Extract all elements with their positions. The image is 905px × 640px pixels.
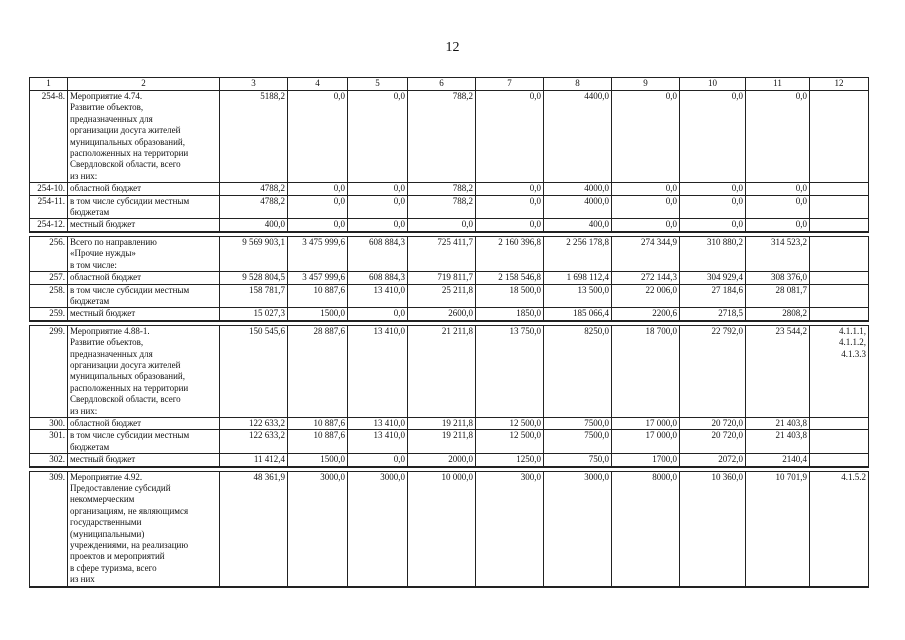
value-cell: 21 403,8	[746, 417, 810, 429]
goal-cell	[810, 272, 869, 284]
goal-cell	[810, 284, 869, 308]
value-cell: 2 160 396,8	[476, 236, 544, 271]
row-name: Мероприятие 4.74. Развитие объектов, предназначенных для организации досуга жителей муниципальных образований, расположенных на территории Свердловской области, всего из них:	[68, 91, 220, 183]
value-cell: 9 569 903,1	[220, 236, 288, 271]
row-name: в том числе субсидии местным бюджетам	[68, 430, 220, 454]
table-row	[30, 417, 869, 429]
value-cell: 22 792,0	[680, 325, 746, 417]
row-name: Мероприятие 4.88-1. Развитие объектов, предназначенных для организации досуга жителей муниципальных образований, расположенных на территории Свердловской области, всего из них:	[68, 325, 220, 417]
value-cell: 0,0	[348, 195, 408, 219]
value-cell: 2000,0	[408, 454, 476, 467]
value-cell: 0,0	[612, 183, 680, 195]
value-cell: 0,0	[680, 219, 746, 232]
row-number: 254-11.	[30, 195, 68, 219]
value-cell: 0,0	[680, 91, 746, 183]
value-cell: 13 410,0	[348, 325, 408, 417]
value-cell: 4000,0	[544, 183, 612, 195]
value-cell: 25 211,8	[408, 284, 476, 308]
column-header: 11	[746, 78, 810, 91]
value-cell: 0,0	[746, 91, 810, 183]
value-cell: 0,0	[348, 454, 408, 467]
value-cell: 314 523,2	[746, 236, 810, 271]
value-cell: 788,2	[408, 183, 476, 195]
value-cell: 122 633,2	[220, 417, 288, 429]
value-cell: 272 144,3	[612, 272, 680, 284]
row-number: 309.	[30, 471, 68, 587]
table-row	[30, 91, 869, 183]
value-cell: 1850,0	[476, 308, 544, 321]
value-cell: 0,0	[746, 219, 810, 232]
table-row	[30, 272, 869, 284]
table-row	[30, 471, 869, 587]
goal-cell	[810, 417, 869, 429]
value-cell: 10 887,6	[288, 417, 348, 429]
goal-cell	[810, 454, 869, 467]
value-cell: 750,0	[544, 454, 612, 467]
value-cell: 7500,0	[544, 430, 612, 454]
value-cell: 300,0	[476, 471, 544, 587]
budget-table	[29, 77, 869, 588]
table-row	[30, 236, 869, 271]
value-cell: 28 081,7	[746, 284, 810, 308]
value-cell: 8000,0	[612, 471, 680, 587]
value-cell: 0,0	[288, 91, 348, 183]
value-cell: 725 411,7	[408, 236, 476, 271]
value-cell: 0,0	[288, 183, 348, 195]
value-cell: 2072,0	[680, 454, 746, 467]
value-cell: 21 211,8	[408, 325, 476, 417]
value-cell: 13 410,0	[348, 284, 408, 308]
value-cell: 0,0	[680, 195, 746, 219]
row-name: областной бюджет	[68, 272, 220, 284]
value-cell: 10 887,6	[288, 284, 348, 308]
value-cell: 5188,2	[220, 91, 288, 183]
value-cell: 2 256 178,8	[544, 236, 612, 271]
value-cell: 15 027,3	[220, 308, 288, 321]
row-name: в том числе субсидии местным бюджетам	[68, 195, 220, 219]
value-cell: 0,0	[680, 183, 746, 195]
value-cell: 3000,0	[288, 471, 348, 587]
value-cell: 9 528 804,5	[220, 272, 288, 284]
value-cell: 18 500,0	[476, 284, 544, 308]
value-cell: 4788,2	[220, 195, 288, 219]
value-cell: 20 720,0	[680, 430, 746, 454]
value-cell: 4788,2	[220, 183, 288, 195]
value-cell: 1500,0	[288, 454, 348, 467]
column-header: 5	[348, 78, 408, 91]
row-number: 257.	[30, 272, 68, 284]
value-cell: 308 376,0	[746, 272, 810, 284]
value-cell: 3 475 999,6	[288, 236, 348, 271]
value-cell: 13 410,0	[348, 417, 408, 429]
value-cell: 12 500,0	[476, 417, 544, 429]
goal-cell	[810, 183, 869, 195]
column-header: 3	[220, 78, 288, 91]
column-header: 9	[612, 78, 680, 91]
column-header: 10	[680, 78, 746, 91]
row-number: 254-10.	[30, 183, 68, 195]
table-row	[30, 195, 869, 219]
value-cell: 2200,6	[612, 308, 680, 321]
value-cell: 310 880,2	[680, 236, 746, 271]
value-cell: 3000,0	[544, 471, 612, 587]
value-cell: 2140,4	[746, 454, 810, 467]
goal-cell: 4.1.5.2	[810, 471, 869, 587]
column-header: 6	[408, 78, 476, 91]
value-cell: 719 811,7	[408, 272, 476, 284]
value-cell: 0,0	[348, 308, 408, 321]
column-header: 8	[544, 78, 612, 91]
value-cell: 4400,0	[544, 91, 612, 183]
header-row	[30, 78, 869, 91]
column-header: 4	[288, 78, 348, 91]
goal-cell	[810, 308, 869, 321]
value-cell: 185 066,4	[544, 308, 612, 321]
value-cell: 1500,0	[288, 308, 348, 321]
value-cell: 0,0	[612, 195, 680, 219]
value-cell: 150 545,6	[220, 325, 288, 417]
row-number: 299.	[30, 325, 68, 417]
value-cell: 0,0	[348, 91, 408, 183]
value-cell: 0,0	[746, 183, 810, 195]
value-cell: 10 701,9	[746, 471, 810, 587]
value-cell: 122 633,2	[220, 430, 288, 454]
value-cell: 3000,0	[348, 471, 408, 587]
column-header: 1	[30, 78, 68, 91]
row-number: 254-12.	[30, 219, 68, 232]
table-row	[30, 430, 869, 454]
table-row	[30, 183, 869, 195]
value-cell: 0,0	[348, 219, 408, 232]
value-cell: 788,2	[408, 195, 476, 219]
page-number: 12	[445, 40, 460, 55]
value-cell: 0,0	[612, 219, 680, 232]
value-cell: 11 412,4	[220, 454, 288, 467]
value-cell: 7500,0	[544, 417, 612, 429]
value-cell: 10 000,0	[408, 471, 476, 587]
value-cell: 0,0	[476, 183, 544, 195]
table-row	[30, 454, 869, 467]
value-cell: 0,0	[288, 219, 348, 232]
table-row	[30, 308, 869, 321]
value-cell: 12 500,0	[476, 430, 544, 454]
value-cell: 788,2	[408, 91, 476, 183]
value-cell: 274 344,9	[612, 236, 680, 271]
value-cell: 0,0	[476, 219, 544, 232]
row-name: областной бюджет	[68, 417, 220, 429]
value-cell: 304 929,4	[680, 272, 746, 284]
value-cell: 8250,0	[544, 325, 612, 417]
value-cell: 48 361,9	[220, 471, 288, 587]
table-row	[30, 219, 869, 232]
value-cell: 28 887,6	[288, 325, 348, 417]
row-name: областной бюджет	[68, 183, 220, 195]
goal-cell	[810, 195, 869, 219]
row-name: местный бюджет	[68, 219, 220, 232]
value-cell: 0,0	[408, 219, 476, 232]
row-number: 300.	[30, 417, 68, 429]
row-name: местный бюджет	[68, 454, 220, 467]
table-row	[30, 284, 869, 308]
value-cell: 0,0	[476, 195, 544, 219]
value-cell: 2600,0	[408, 308, 476, 321]
value-cell: 22 006,0	[612, 284, 680, 308]
value-cell: 20 720,0	[680, 417, 746, 429]
value-cell: 19 211,8	[408, 430, 476, 454]
value-cell: 18 700,0	[612, 325, 680, 417]
value-cell: 23 544,2	[746, 325, 810, 417]
row-number: 256.	[30, 236, 68, 271]
value-cell: 3 457 999,6	[288, 272, 348, 284]
value-cell: 13 750,0	[476, 325, 544, 417]
row-number: 302.	[30, 454, 68, 467]
row-number: 254-8.	[30, 91, 68, 183]
row-name: Мероприятие 4.92. Предоставление субсидий некоммерческим организациям, не являющимся государственными (муниципальными) учреждениями, на реализацию проектов и мероприятий в сфере туризма, всего из них	[68, 471, 220, 587]
goal-cell: 4.1.1.1, 4.1.1.2, 4.1.3.3	[810, 325, 869, 417]
value-cell: 1 698 112,4	[544, 272, 612, 284]
goal-cell	[810, 91, 869, 183]
value-cell: 1250,0	[476, 454, 544, 467]
row-number: 259.	[30, 308, 68, 321]
column-header: 12	[810, 78, 869, 91]
goal-cell	[810, 430, 869, 454]
value-cell: 0,0	[288, 195, 348, 219]
goal-cell	[810, 236, 869, 271]
value-cell: 608 884,3	[348, 236, 408, 271]
row-number: 258.	[30, 284, 68, 308]
value-cell: 10 360,0	[680, 471, 746, 587]
value-cell: 13 500,0	[544, 284, 612, 308]
value-cell: 0,0	[746, 195, 810, 219]
row-number: 301.	[30, 430, 68, 454]
column-header: 2	[68, 78, 220, 91]
value-cell: 4000,0	[544, 195, 612, 219]
goal-cell	[810, 219, 869, 232]
value-cell: 0,0	[476, 91, 544, 183]
value-cell: 400,0	[220, 219, 288, 232]
value-cell: 158 781,7	[220, 284, 288, 308]
row-name: в том числе субсидии местным бюджетам	[68, 284, 220, 308]
value-cell: 0,0	[612, 91, 680, 183]
row-name: местный бюджет	[68, 308, 220, 321]
column-header: 7	[476, 78, 544, 91]
row-name: Всего по направлению «Прочие нужды» в том числе:	[68, 236, 220, 271]
value-cell: 608 884,3	[348, 272, 408, 284]
value-cell: 27 184,6	[680, 284, 746, 308]
table-row	[30, 325, 869, 417]
value-cell: 2808,2	[746, 308, 810, 321]
value-cell: 19 211,8	[408, 417, 476, 429]
value-cell: 13 410,0	[348, 430, 408, 454]
value-cell: 2 158 546,8	[476, 272, 544, 284]
value-cell: 400,0	[544, 219, 612, 232]
value-cell: 2718,5	[680, 308, 746, 321]
value-cell: 0,0	[348, 183, 408, 195]
value-cell: 1700,0	[612, 454, 680, 467]
value-cell: 10 887,6	[288, 430, 348, 454]
value-cell: 17 000,0	[612, 417, 680, 429]
value-cell: 17 000,0	[612, 430, 680, 454]
value-cell: 21 403,8	[746, 430, 810, 454]
